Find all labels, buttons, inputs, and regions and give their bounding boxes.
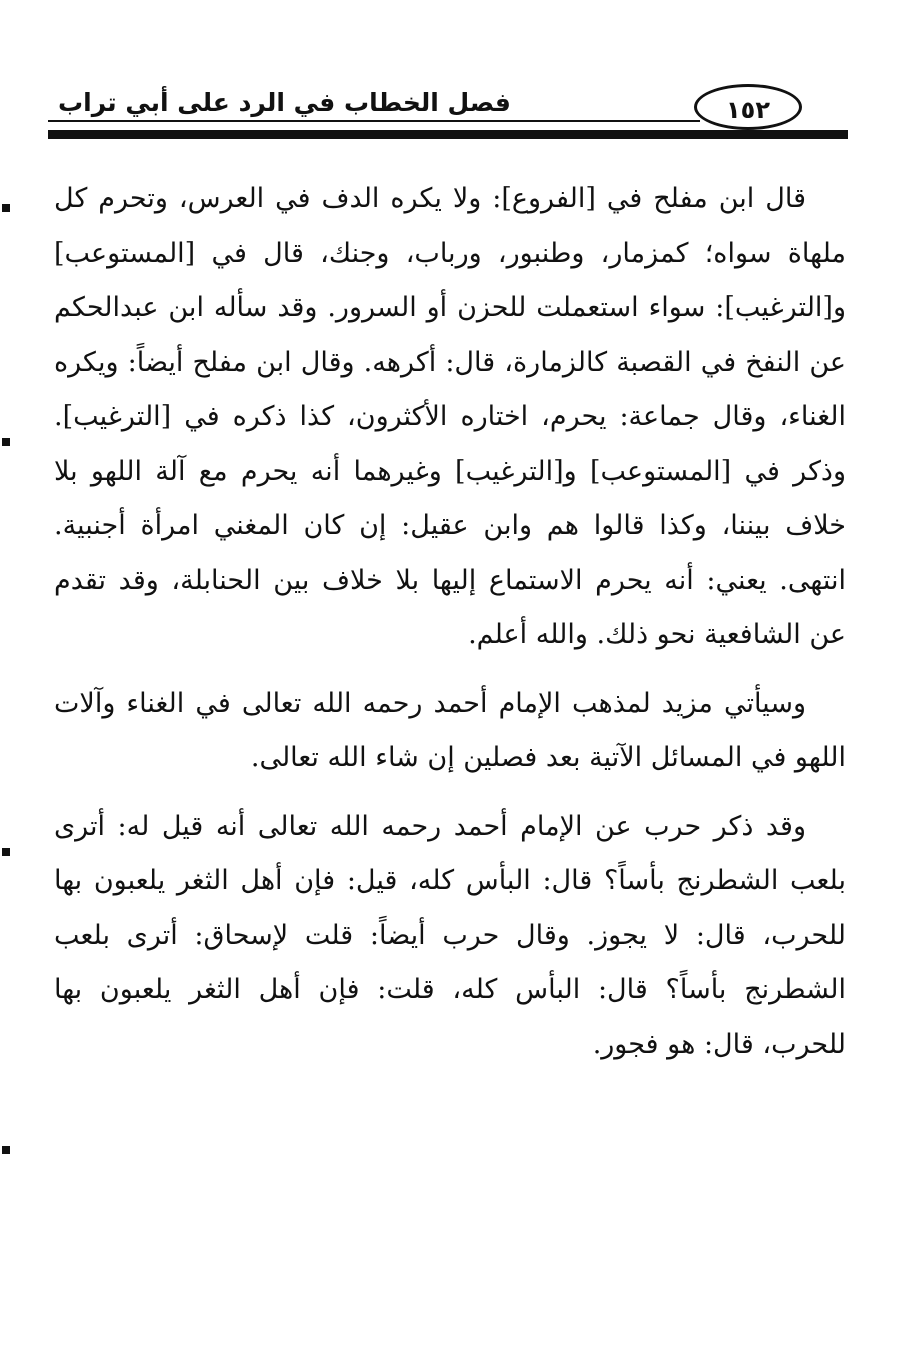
page-header	[48, 78, 848, 158]
paragraph-ahmad-madhhab: وسيأتي مزيد لمذهب الإمام أحمد رحمه الله تعالى في الغناء وآلات اللهو في المسائل الآتية بعد فصلين إن شاء الله تعالى.	[54, 687, 846, 773]
page-body	[54, 172, 846, 1086]
paragraph-ibn-muflih: قال ابن مفلح في [الفروع]: ولا يكره الدف في العرس، وتحرم كل ملهاة سواه؛ كمزمار، وطنبور، ورباب، وجنك، قال في [المستوعب] و[الترغيب]: سواء استعملت للحزن أو السرور. وقد سأله ابن عبدالحكم عن النفخ في القصبة كالزمارة، قال: أكرهه. وقال ابن مفلح أيضاً: ويكره الغناء، وقال جماعة: يحرم، اختاره الأكثرون، كذا ذكره في [الترغيب]. وذكر في [المستوعب] و[الترغيب] وغيرهما أنه يحرم مع آلة اللهو بلا خلاف بيننا، وكذا قالوا هم وابن عقيل: إن كان المغني امرأة أجنبية. انتهى. يعني: أنه يحرم الاستماع إليها بلا خلاف بين الحنابلة، وقد تقدم عن الشافعية نحو ذلك. والله أعلم.	[54, 183, 846, 650]
paragraph-harb-chess: وقد ذكر حرب عن الإمام أحمد رحمه الله تعالى أنه قيل له: أترى بلعب الشطرنج بأساً؟ قال: البأس كله، قيل: فإن أهل الثغر يلعبون بها للحرب، قال: لا يجوز. وقال حرب أيضاً: قلت لإسحاق: أترى بلعب الشطرنج بأساً؟ قال: البأس كله، قلت: فإن أهل الثغر يلعبون بها للحرب، قال: هو فجور.	[54, 810, 846, 1060]
header-rule-thin	[48, 120, 700, 122]
margin-mark	[2, 204, 10, 212]
page-number: ١٥٢	[694, 84, 802, 130]
margin-mark	[2, 848, 10, 856]
header-rule-thick	[48, 130, 848, 139]
margin-mark	[2, 438, 10, 446]
margin-mark	[2, 1146, 10, 1154]
running-header-title: فصل الخطاب في الرد على أبي تراب	[58, 88, 511, 117]
